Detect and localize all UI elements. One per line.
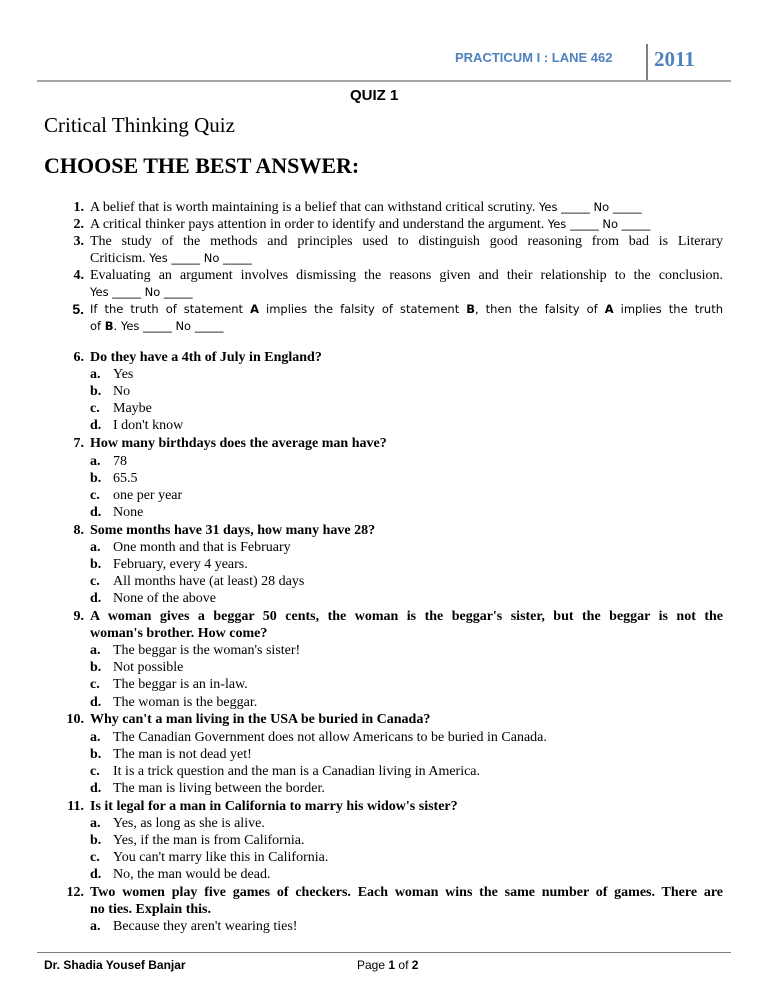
tf-question-1: A belief that is worth maintaining is a belief that can withstand critical scrutiny. Yes _____ No _____	[90, 200, 642, 215]
quiz-subtitle: Critical Thinking Quiz	[44, 113, 235, 137]
q9-option-d: The woman is the beggar.	[113, 695, 258, 710]
option-letter: a.	[90, 816, 101, 831]
option-letter: a.	[90, 730, 101, 745]
tf-number-3: 3.	[73, 234, 84, 249]
option-letter: d.	[90, 867, 102, 882]
question-text-10: Why can't a man living in the USA be buried in Canada?	[90, 712, 431, 727]
option-letter: c.	[90, 677, 100, 692]
question-number-11: 11.	[67, 799, 84, 814]
option-letter: d.	[90, 695, 102, 710]
header-divider	[646, 44, 648, 82]
q7-option-c: one per year	[113, 488, 183, 503]
tf-question-4: Evaluating an argument involves dismissing the reasons given and their relationship to the conclusion.	[90, 268, 723, 283]
tf-question-3-cont: Criticism. Yes _____ No _____	[90, 251, 252, 266]
question-number-6: 6.	[73, 350, 84, 365]
section-heading: CHOOSE THE BEST ANSWER:	[44, 153, 360, 178]
q8-option-c: All months have (at least) 28 days	[113, 574, 305, 589]
q8-option-b: February, every 4 years.	[113, 557, 248, 572]
footer-author: Dr. Shadia Yousef Banjar	[44, 958, 186, 972]
option-letter: b.	[90, 557, 102, 572]
option-letter: c.	[90, 401, 100, 416]
option-letter: b.	[90, 833, 102, 848]
q10-option-a: The Canadian Government does not allow Americans to be buried in Canada.	[113, 730, 547, 745]
question-number-9: 9.	[73, 609, 84, 624]
option-letter: c.	[90, 488, 100, 503]
tf-question-5-cont: of B. Yes _____ No _____	[90, 319, 224, 333]
option-letter: b.	[90, 471, 102, 486]
option-letter: a.	[90, 643, 101, 658]
tf-answer-2: Yes _____ No _____	[547, 217, 651, 231]
q10-option-d: The man is living between the border.	[113, 781, 325, 796]
option-letter: c.	[90, 764, 100, 779]
tf-question-3: The study of the methods and principles used to distinguish good reasoning from bad is Literary	[90, 234, 723, 249]
option-letter: a.	[90, 367, 101, 382]
tf-number-4: 4.	[73, 268, 84, 283]
header-rule	[37, 80, 731, 82]
option-letter: d.	[90, 418, 102, 433]
footer-page-number: Page 1 of 2	[357, 958, 419, 972]
option-letter: d.	[90, 591, 102, 606]
q6-option-a: Yes	[113, 367, 134, 382]
q7-option-d: None	[113, 505, 144, 520]
q11-option-b: Yes, if the man is from California.	[113, 833, 305, 848]
q12-option-a: Because they aren't wearing ties!	[113, 919, 298, 934]
question-number-10: 10.	[66, 712, 84, 727]
header-course: PRACTICUM I : LANE 462	[455, 50, 613, 65]
q8-option-d: None of the above	[113, 591, 217, 606]
q11-option-a: Yes, as long as she is alive.	[113, 816, 265, 831]
option-letter: c.	[90, 574, 100, 589]
option-letter: d.	[90, 781, 102, 796]
question-text-9-cont: woman's brother. How come?	[90, 626, 268, 641]
tf-answer-4-line	[90, 284, 193, 301]
quiz-label: QUIZ 1	[350, 87, 399, 104]
option-letter: b.	[90, 384, 102, 399]
option-letter: a.	[90, 540, 101, 555]
question-number-7: 7.	[73, 436, 84, 451]
q10-option-c: It is a trick question and the man is a Canadian living in America.	[113, 764, 481, 779]
question-text-7: How many birthdays does the average man have?	[90, 436, 387, 451]
tf-answer-4: Yes _____ No _____	[90, 285, 193, 299]
q11-option-c: You can't marry like this in California.	[113, 850, 329, 865]
tf-number-1: 1.	[73, 200, 84, 215]
question-text-9: A woman gives a beggar 50 cents, the woman is the beggar's sister, but the beggar is not the	[90, 609, 723, 624]
tf-answer-3: Yes _____ No _____	[149, 251, 252, 265]
option-letter: a.	[90, 919, 101, 934]
tf-question-5: If the truth of statement A implies the falsity of statement B, then the falsity of A implies the truth	[90, 302, 724, 316]
q6-option-b: No	[113, 384, 131, 399]
q9-option-b: Not possible	[113, 660, 184, 675]
q7-option-a: 78	[113, 454, 127, 469]
option-letter: b.	[90, 747, 102, 762]
footer-rule	[37, 952, 731, 953]
q11-option-d: No, the man would be dead.	[113, 867, 271, 882]
question-text-8: Some months have 31 days, how many have 28?	[90, 523, 376, 538]
q10-option-b: The man is not dead yet!	[113, 747, 252, 762]
q8-option-a: One month and that is February	[113, 540, 291, 555]
option-letter: a.	[90, 454, 101, 469]
header-year: 2011	[654, 47, 695, 71]
q6-option-c: Maybe	[113, 401, 152, 416]
question-number-8: 8.	[73, 523, 84, 538]
q7-option-b: 65.5	[113, 471, 138, 486]
tf-number-5: 5.	[72, 301, 84, 317]
option-letter: b.	[90, 660, 102, 675]
question-text-12: Two women play five games of checkers. Each woman wins the same number of games. There are	[90, 885, 723, 900]
question-text-11: Is it legal for a man in California to marry his widow's sister?	[90, 799, 458, 814]
option-letter: d.	[90, 505, 102, 520]
question-text-6: Do they have a 4th of July in England?	[90, 350, 322, 365]
question-text-12-cont: no ties. Explain this.	[90, 902, 211, 917]
q9-option-a: The beggar is the woman's sister!	[113, 643, 301, 658]
q9-option-c: The beggar is an in-law.	[113, 677, 248, 692]
tf-answer-1: Yes _____ No _____	[538, 200, 642, 214]
tf-question-2: A critical thinker pays attention in order to identify and understand the argument. Yes _____ No _____	[90, 217, 651, 232]
tf-number-2: 2.	[73, 217, 84, 232]
option-letter: c.	[90, 850, 100, 865]
question-number-12: 12.	[66, 885, 84, 900]
q6-option-d: I don't know	[113, 418, 184, 433]
